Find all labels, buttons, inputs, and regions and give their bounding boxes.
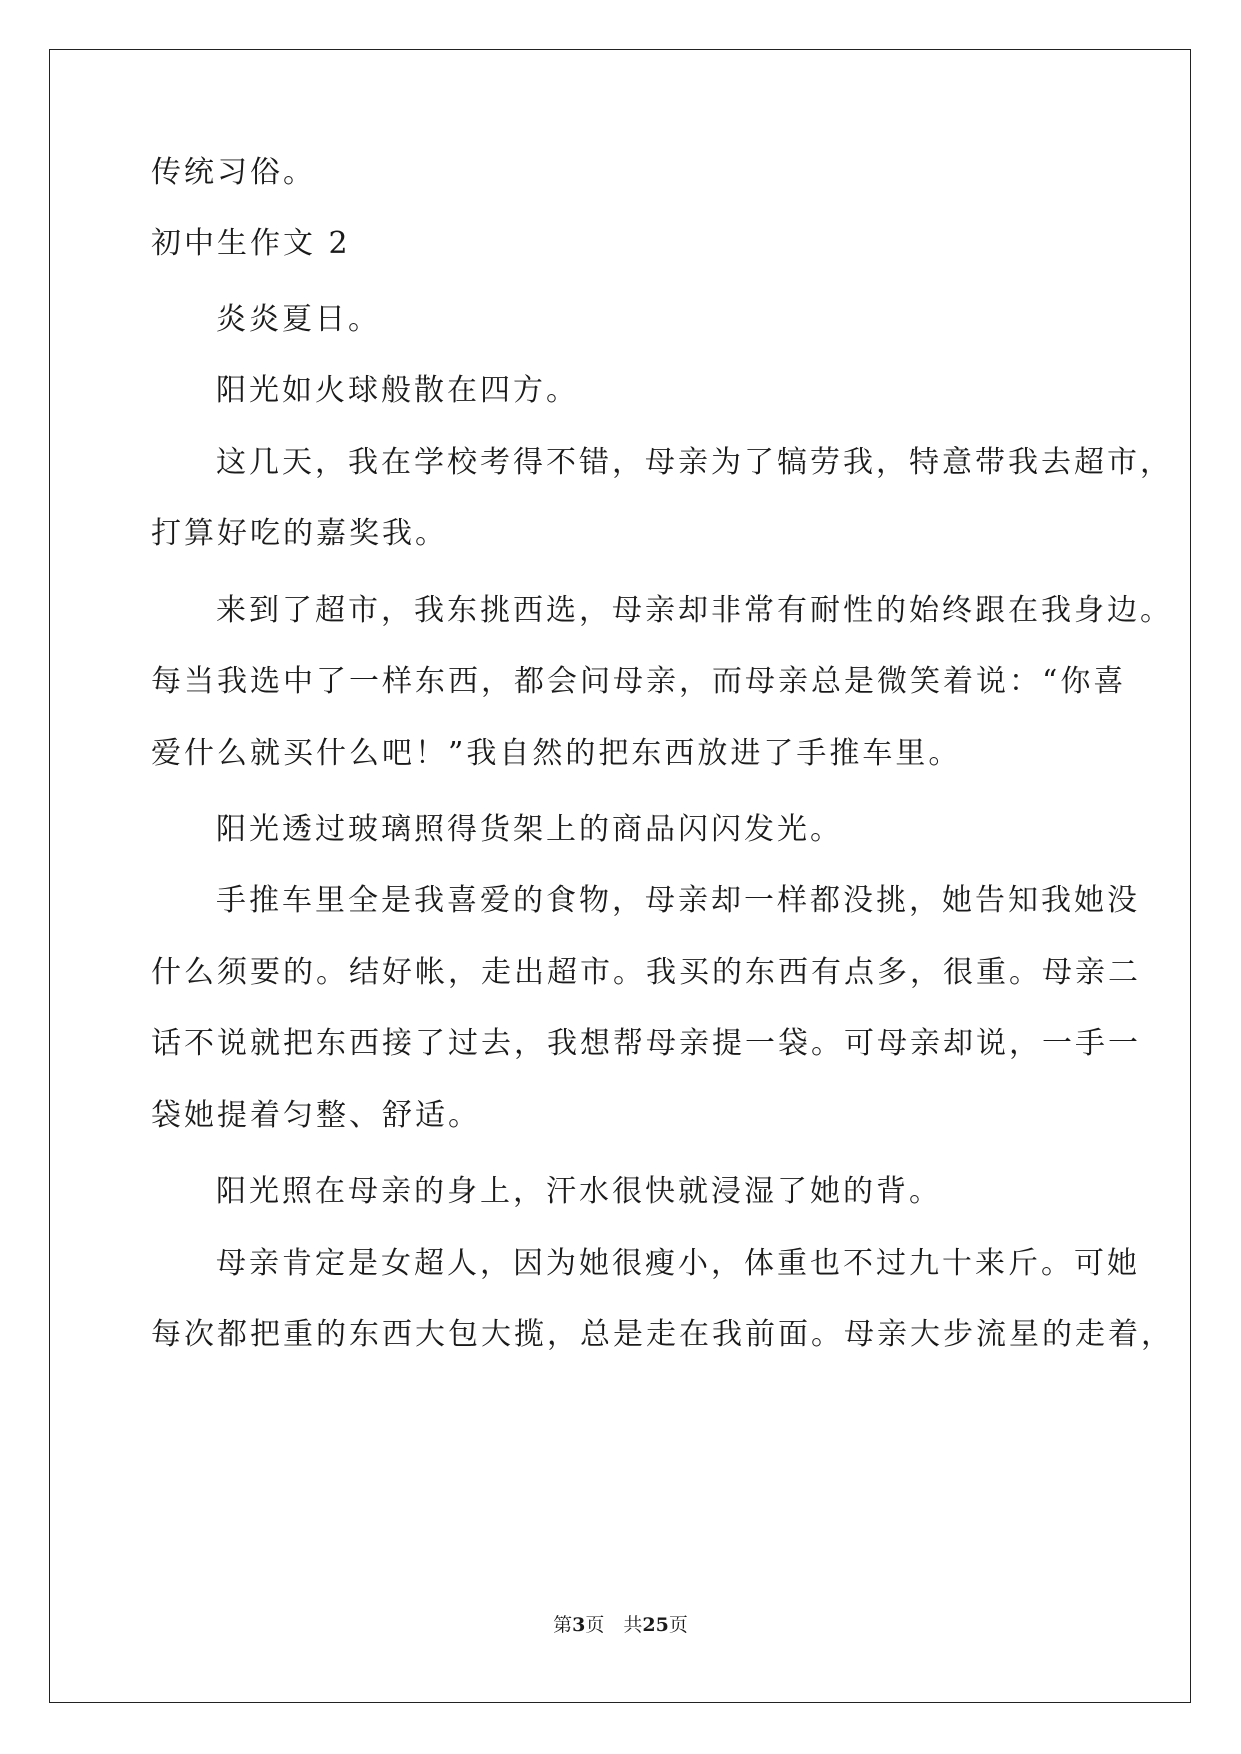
paragraph-line: 打算好吃的嘉奖我。 [151,516,448,551]
paragraph-line: 来到了超市，我东挑西选，母亲却非常有耐性的始终跟在我身边。 [216,593,1173,628]
paragraph-line: 手推车里全是我喜爱的食物，母亲却一样都没挑，她告知我她没 [216,883,1140,918]
paragraph-line: 爱什么就买什么吧！”我自然的把东西放进了手推车里。 [151,736,962,771]
footer-suffix: 页 [668,1614,688,1636]
footer-middle: 页 共 [585,1614,643,1636]
paragraph-line: 母亲肯定是女超人，因为她很瘦小，体重也不过九十来斤。可她 [216,1246,1140,1281]
text-line: 传统习俗。 [151,155,316,190]
paragraph-line: 炎炎夏日。 [216,302,381,337]
paragraph-line: 阳光照在母亲的身上，汗水很快就浸湿了她的背。 [216,1174,942,1209]
paragraph-line: 袋她提着匀整、舒适。 [151,1098,481,1133]
current-page-number: 3 [572,1614,586,1636]
paragraph-line: 每当我选中了一样东西，都会问母亲，而母亲总是微笑着说：“你喜 [151,664,1127,699]
footer-prefix: 第 [553,1614,573,1636]
paragraph-line: 阳光如火球般散在四方。 [216,373,579,408]
page-border [49,49,1191,1703]
paragraph-line: 每次都把重的东西大包大揽，总是走在我前面。母亲大步流星的走着， [151,1317,1174,1352]
page-footer [0,1613,1241,1637]
paragraph-line: 什么须要的。结好帐，走出超市。我买的东西有点多，很重。母亲二 [151,955,1141,990]
paragraph-line: 这几天，我在学校考得不错，母亲为了犒劳我，特意带我去超市， [216,445,1173,480]
paragraph-line: 话不说就把东西接了过去，我想帮母亲提一袋。可母亲却说，一手一 [151,1026,1141,1061]
total-page-number: 25 [642,1614,669,1636]
paragraph-line: 阳光透过玻璃照得货架上的商品闪闪发光。 [216,812,843,847]
section-heading: 初中生作文 2 [151,226,351,261]
